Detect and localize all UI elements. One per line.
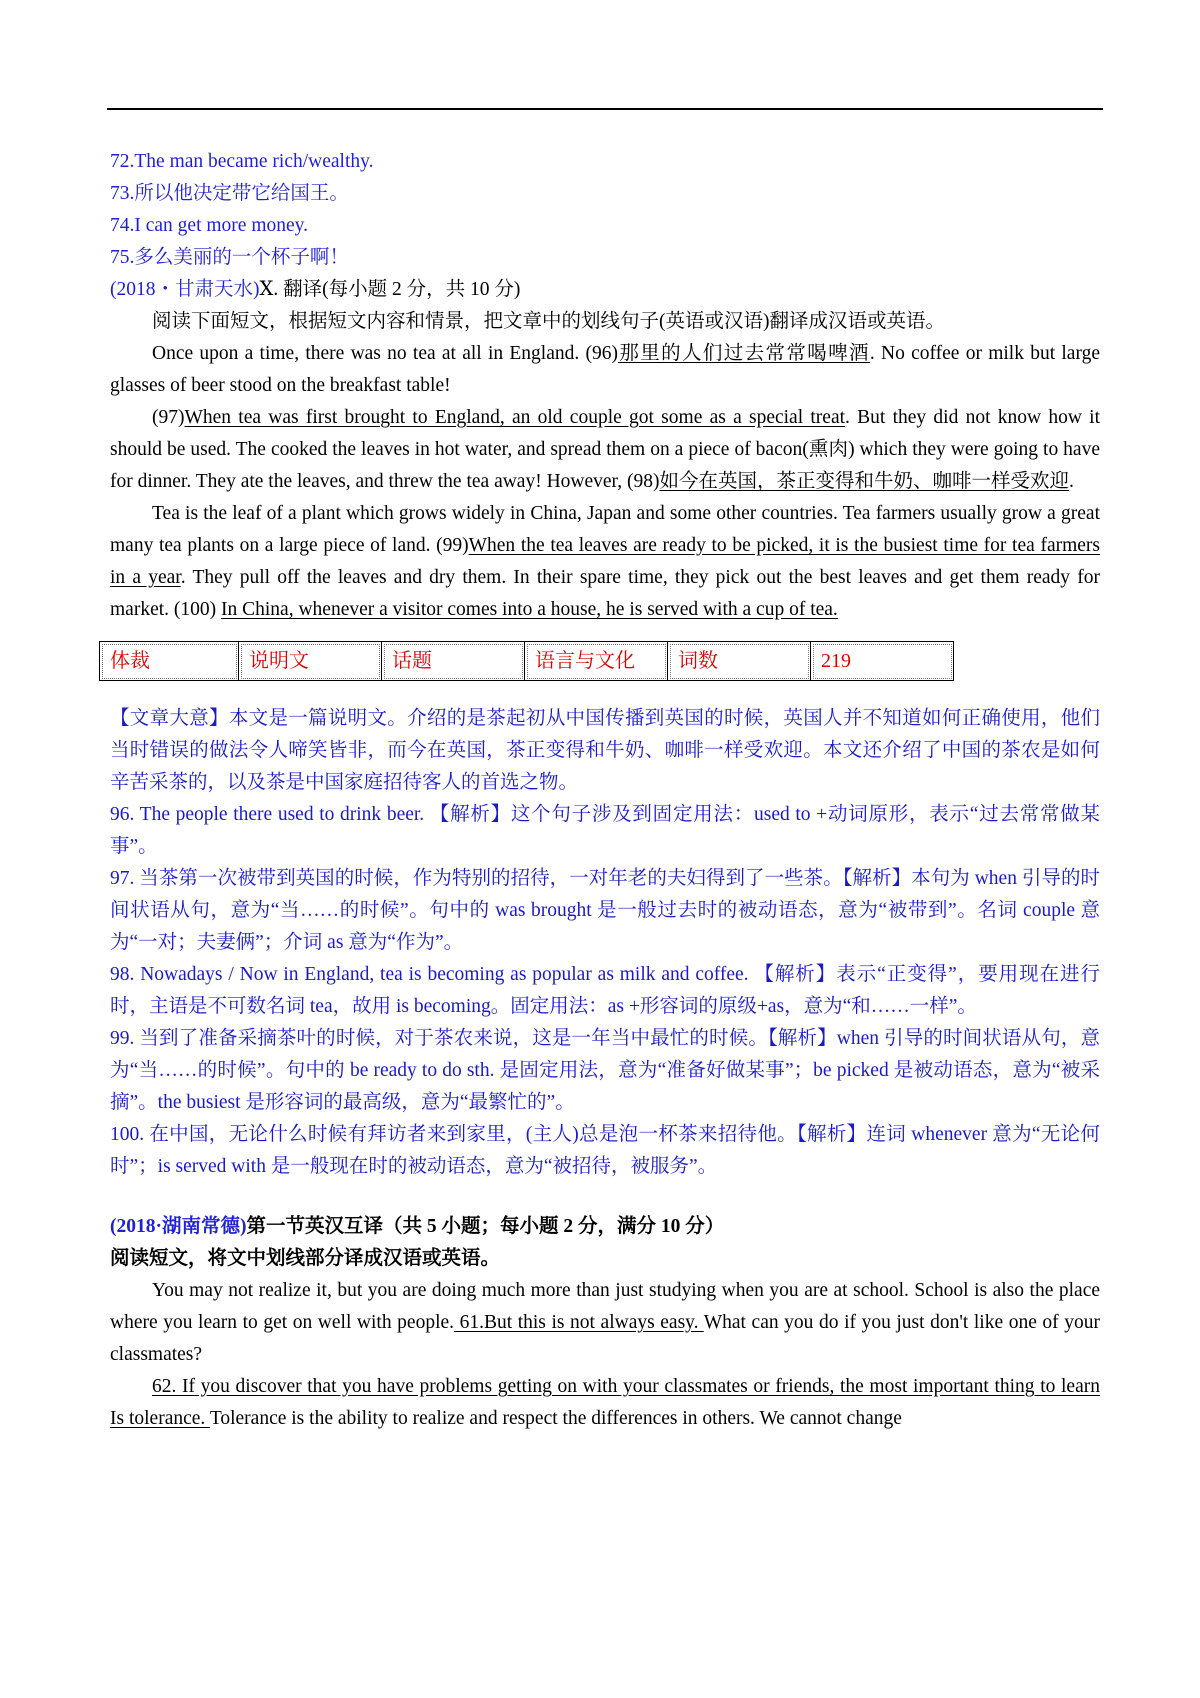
section1-heading [110,274,1100,306]
underlined-sentence-96: 那里的人们过去常常喝啤酒 [617,343,870,364]
page-content [110,146,1100,1435]
passage-text: . [1069,471,1074,492]
underlined-sentence-100: In China, whenever a visitor comes into a house, he is served with a cup of tea. [221,599,838,620]
section1-instruction: 阅读下面短文，根据短文内容和情景，把文章中的划线句子(英语或汉语)翻译成汉语或英语。 [152,311,945,332]
word-count-value: 219 [811,642,954,681]
header-rule [107,108,1103,110]
underlined-sentence-61: 61.But this is not always easy. [454,1312,704,1333]
passage-text: What can you do if you just don't like one of your classmates? [110,1312,1100,1365]
passage-text: Tolerance is the ability to realize and respect the differences in others. We cannot change [209,1408,902,1429]
passage-text: . But they did not know how it should be used. The cooked the leaves in hot water, and spread them on a piece of bacon(熏肉) which they were going to have for dinner. They ate the leaves, and threw the tea away! However, (98) [110,407,1100,492]
passage2-paragraph-1 [110,1275,1100,1371]
passage2-paragraph-2 [110,1371,1100,1435]
topic-value: 语言与文化 [525,642,668,681]
section2-instruction: 阅读短文，将文中划线部分译成汉语或英语。 [110,1248,501,1269]
analysis-100: 100. 在中国，无论什么时候有拜访者来到家里，(主人)总是泡一杯茶来招待他。【解析】连词 whenever 意为“无论何时”；is served with 是一般现在时的被动语态，意为“被招待，被服务”。 [110,1124,1100,1177]
section-gap [110,1183,1100,1211]
section2-title: 第一节英汉互译（共 5 小题；每小题 2 分，满分 10 分） [246,1216,725,1237]
answer-75: 75.多么美丽的一个杯子啊！ [110,247,349,268]
answer-73: 73.所以他决定带它给国王。 [110,183,349,204]
table-row [100,642,954,681]
genre-label: 体裁 [100,642,239,681]
underlined-sentence-99: When the tea leaves are ready to be picked, it is the busiest time for tea farmers in a year [110,535,1100,588]
section1-source: (2018・甘肃天水) [110,279,260,300]
underlined-sentence-98: 如今在英国，茶正变得和牛奶、咖啡一样受欢迎 [659,471,1070,492]
analysis-summary: 【文章大意】本文是一篇说明文。介绍的是茶起初从中国传播到英国的时候，英国人并不知道如何正确使用，他们当时错误的做法令人啼笑皆非，而今在英国，茶正变得和牛奶、咖啡一样受欢迎。本文还介绍了中国的茶农是如何辛苦采茶的，以及茶是中国家庭招待客人的首选之物。 [110,708,1100,793]
info-table-wrap [99,641,1100,681]
analysis-96: 96. The people there used to drink beer. 【解析】这个句子涉及到固定用法：used to +动词原形，表示“过去常常做某事”。 [110,804,1100,857]
genre-value: 说明文 [239,642,382,681]
passage-text: . They pull off the leaves and dry them. In their spare time, they pick out the best leaves and get them ready for market. (100) [110,567,1100,620]
underlined-sentence-97: When tea was first brought to England, an old couple got some as a special treat [184,407,846,428]
info-table [99,641,954,681]
section1-title: Ⅹ. 翻译(每小题 2 分，共 10 分) [259,279,521,300]
section2-source: (2018·湖南常德) [110,1216,247,1237]
word-count-label: 词数 [668,642,811,681]
analysis-99: 99. 当到了准备采摘茶叶的时候，对于茶农来说，这是一年当中最忙的时候。【解析】when 引导的时间状语从句，意为“当……的时候”。句中的 be ready to do sth. 是固定用法，意为“准备好做某事”；be picked 是被动语态，意为“被采摘”。the busiest 是形容词的最高级，意为“最繁忙的”。 [110,1028,1100,1113]
passage-text: (97) [152,407,185,428]
passage1-paragraph-2 [110,402,1100,498]
section2-heading [110,1211,1100,1243]
passage-text: . No coffee or milk but large glasses of beer stood on the breakfast table! [110,343,1100,396]
passage-text: You may not realize it, but you are doing much more than just studying when you are at school. School is also the place where you learn to get on well with people. [110,1280,1100,1333]
passage1-paragraph-3 [110,498,1100,626]
topic-label: 话题 [382,642,525,681]
analysis-98: 98. Nowadays / Now in England, tea is becoming as popular as milk and coffee. 【解析】表示“正变得”，要用现在进行时，主语是不可数名词 tea，故用 is becoming。固定用法：as +形容词的原级+as，意为“和……一样”。 [110,964,1100,1017]
passage-text: Once upon a time, there was no tea at all in England. (96) [152,343,618,364]
underlined-sentence-62: 62. If you discover that you have problems getting on with your classmates or friends, the most important thing to learn Is tolerance. [110,1376,1100,1429]
analysis-97: 97. 当茶第一次被带到英国的时候，作为特别的招待，一对年老的夫妇得到了一些茶。【解析】本句为 when 引导的时间状语从句，意为“当……的时候”。句中的 was brought 是一般过去时的被动语态，意为“被带到”。名词 couple 意为“一对；夫妻俩”；介词 as 意为“作为”。 [110,868,1100,953]
answer-72: 72.The man became rich/wealthy. [110,151,374,172]
passage-text: Tea is the leaf of a plant which grows widely in China, Japan and some other countries. Tea farmers usually grow a great many tea plants on a large piece of land. (99) [110,503,1100,556]
answer-74: 74.I can get more money. [110,215,308,236]
passage1-paragraph-1 [110,338,1100,402]
